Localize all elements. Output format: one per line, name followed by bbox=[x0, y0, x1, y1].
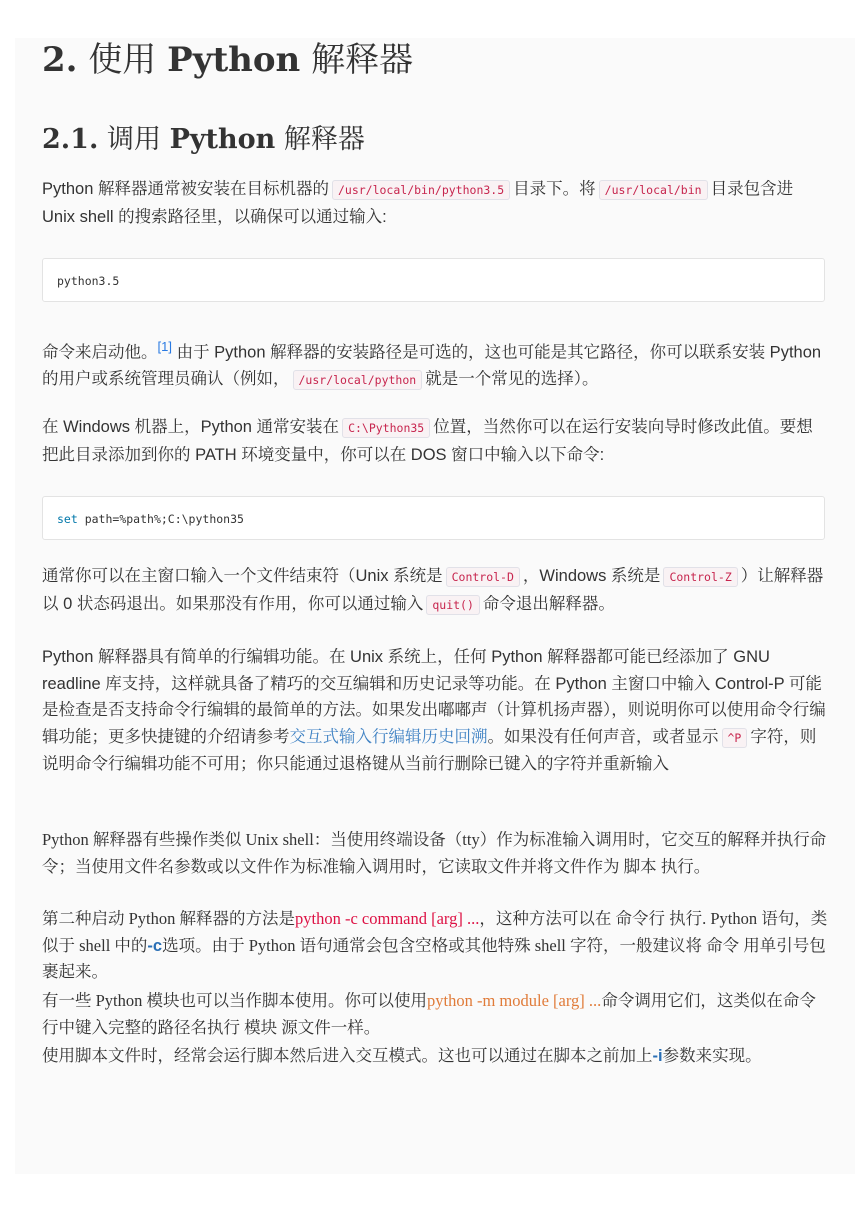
option-i: -i bbox=[652, 1047, 663, 1065]
code-set-path-rest: path=%path%;C:\python35 bbox=[77, 512, 244, 526]
paragraph-line-editing bbox=[42, 644, 828, 778]
code-block-set-path bbox=[42, 496, 825, 540]
p9-text-1: 使用脚本文件时，经常会运行脚本然后进入交互模式。这也可以通过在脚本之前加上 bbox=[42, 1046, 653, 1065]
page-title bbox=[42, 38, 413, 82]
p7-text-3: 选项。由于 Python 语句通常会包含空格或其他特殊 shell 字符，一般建议将 命令 用单引号包裹起来。 bbox=[42, 935, 826, 981]
footnote-link[interactable]: [1] bbox=[157, 339, 172, 354]
p8-text-2: 命令调用它们，这类似在命令行中键入完整的路径名执行 模块 源文件一样。 bbox=[42, 991, 816, 1037]
p1-text-1: Python 解释器通常被安装在目标机器的 bbox=[42, 180, 329, 198]
p1-text-2: 目录下。将 bbox=[513, 180, 596, 198]
p4-text-4: 命令退出解释器。 bbox=[482, 594, 615, 613]
link-interactive-editing[interactable]: 交互式输入行编辑历史回溯 bbox=[289, 727, 488, 746]
option-c: -c bbox=[147, 936, 163, 955]
code-keyword-set: set bbox=[57, 512, 78, 526]
section-suffix: 解释器 bbox=[283, 124, 365, 155]
p1-text-3: 目录包含进 Unix shell 的搜索路径里，以确保可以通过输入: bbox=[42, 180, 794, 226]
p5-text-1: Python 解释器具有简单的行编辑功能。在 Unix 系统上，任何 Python 解释器都可能已经添加了 GNU readline 库支持，这样就具备了精巧的交互编辑和历史记录等功能。在 Python 主窗口中输入 Control-P 可能是检查是否支持命令行编辑的最简单的方法。如果发出嘟嘟声（计算机扬声器），则说明你可以使用命令行编辑功能；更多快捷键的介绍请参考 bbox=[42, 648, 826, 746]
paragraph-launch bbox=[42, 334, 828, 394]
cmd-python-c: python -c command [arg] ... bbox=[295, 909, 480, 928]
p9-text-2: 参数来实现。 bbox=[662, 1046, 762, 1065]
p5-text-3: 字符，则说明命令行编辑功能不可用；你只能通过退格键从当前行删除已键入的字符并重新输入 bbox=[42, 727, 817, 773]
section-prefix: 调用 bbox=[106, 124, 161, 155]
p3-text-2: 位置，当然你可以在运行安装向导时修改此值。要想把此目录添加到你的 PATH 环境变量中，你可以在 DOS 窗口中输入以下命令: bbox=[42, 418, 813, 464]
p3-text-1: 在 Windows 机器上，Python 通常安装在 bbox=[42, 418, 340, 436]
inline-code-bin-path: /usr/local/bin bbox=[599, 180, 708, 200]
p2-text-1: 命令来启动他。 bbox=[42, 343, 158, 362]
inline-code-control-z: Control-Z bbox=[663, 567, 737, 587]
paragraph-shell-like: Python 解释器有些操作类似 Unix shell：当使用终端设备（tty）作为标准输入调用时，它交互的解释并执行命令；当使用文件名参数或以文件作为标准输入调用时，它读取文件并将文件作为 脚本 执行。 bbox=[42, 830, 827, 876]
inline-code-python-path: /usr/local/bin/python3.5 bbox=[332, 180, 510, 200]
code-block-python35: python3.5 bbox=[42, 258, 825, 302]
paragraph-command-option bbox=[42, 906, 828, 986]
paragraph-interactive-option bbox=[42, 1043, 828, 1070]
paragraph-windows bbox=[42, 414, 828, 468]
inline-code-control-d: Control-D bbox=[446, 567, 520, 587]
p2-text-2: 由于 Python 解释器的安装路径是可选的，这也可能是其它路径，你可以联系安装 Python 的用户或系统管理员确认（例如， bbox=[42, 343, 822, 388]
p4-text-1: 通常你可以在主窗口输入一个文件结束符（Unix 系统是 bbox=[42, 567, 443, 585]
p4-text-3: ）让解释器以 0 状态码退出。如果那没有作用，你可以通过输入 bbox=[42, 567, 824, 613]
inline-code-usr-local-python: /usr/local/python bbox=[293, 370, 423, 390]
paragraph-exit bbox=[42, 563, 828, 618]
paragraph-module-option bbox=[42, 988, 828, 1041]
title-prefix: 使用 bbox=[88, 40, 157, 80]
p5-text-2: 。如果没有任何声音，或者显示 bbox=[487, 727, 719, 746]
section-title bbox=[42, 122, 365, 158]
inline-code-ctrl-p: ^P bbox=[722, 728, 748, 748]
title-suffix: 解释器 bbox=[311, 40, 414, 80]
section-number: 2.1. bbox=[42, 124, 99, 155]
inline-code-quit: quit() bbox=[426, 595, 480, 615]
paragraph-install-path bbox=[42, 176, 828, 230]
cmd-python-m: python -m module [arg] ... bbox=[427, 991, 602, 1010]
footnote-ref bbox=[158, 339, 172, 354]
inline-code-c-python35: C:\Python35 bbox=[342, 418, 430, 438]
p7-text-1: 第二种启动 Python 解释器的方法是 bbox=[42, 909, 296, 928]
p7-text-2: ，这种方法可以在 命令行 执行. Python 语句，类似于 shell 中的 bbox=[42, 909, 828, 955]
p2-text-3: 就是一个常见的选择）。 bbox=[425, 370, 599, 388]
section-python: Python bbox=[169, 124, 276, 155]
p8-text-1: 有一些 Python 模块也可以当作脚本使用。你可以使用 bbox=[42, 991, 428, 1010]
p4-text-2: ，Windows 系统是 bbox=[522, 567, 661, 585]
title-number: 2. bbox=[42, 40, 78, 80]
title-python: Python bbox=[167, 40, 301, 80]
